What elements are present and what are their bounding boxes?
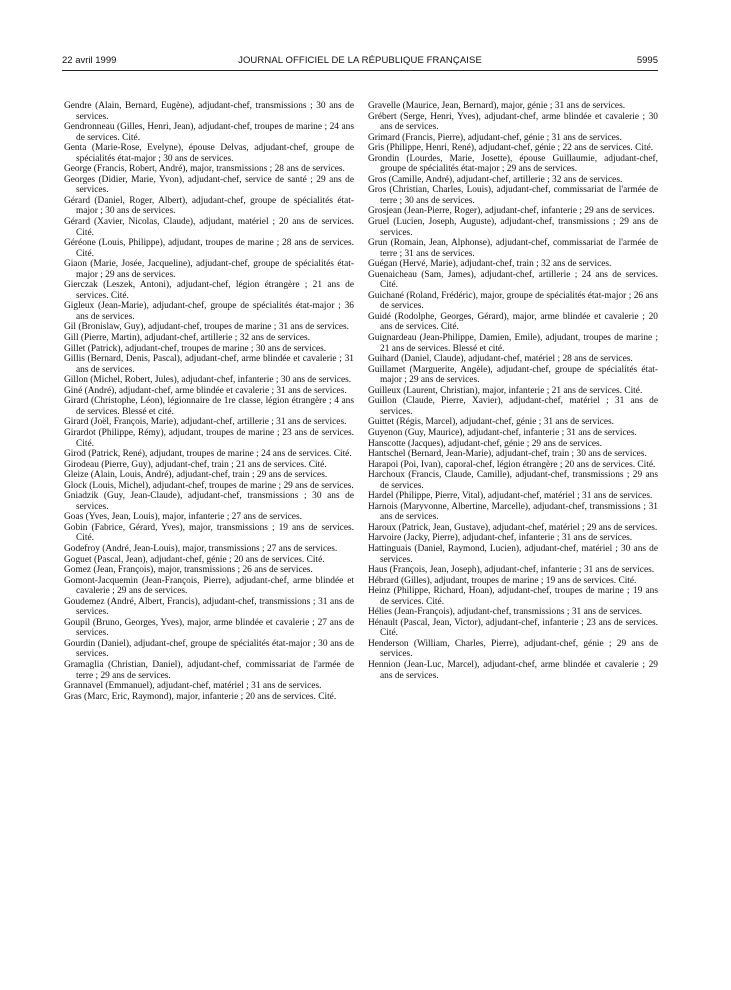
list-item: Guyenon (Guy, Maurice), adjudant-chef, infanterie ; 31 ans de services. <box>368 427 637 438</box>
list-item: Harapoi (Poi, Ivan), caporal-chef, légion étrangère ; 20 ans de services. Cité. <box>368 459 656 470</box>
left-column <box>64 101 354 966</box>
list-item: Gris (Philippe, Henri, René), adjudant-chef, génie ; 22 ans de services. Cité. <box>368 143 654 154</box>
list-item: Guilleux (Laurent, Christian), major, infanterie ; 21 ans de services. Cité. <box>368 385 643 396</box>
list-item: Géréone (Louis, Philippe), adjudant, troupes de marine ; 28 ans de services. Cité. <box>64 238 354 259</box>
list-item: Harnois (Maryvonne, Albertine, Marcelle), adjudant-chef, transmissions ; 31 ans de services. <box>368 501 658 523</box>
list-item: Haus (François, Jean, Joseph), adjudant-chef, infanterie ; 31 ans de services. <box>368 565 655 576</box>
list-item: Guégan (Hervé, Marie), adjudant-chef, train ; 32 ans de services. <box>368 259 612 270</box>
list-item: Gomont-Jacquemin (Jean-François, Pierre), adjudant-chef, arme blindée et cavalerie ; 29 ans de services. <box>64 575 354 597</box>
list-item: Grannavel (Emmanuel), adjudant-chef, matériel ; 31 ans de services. <box>64 681 322 692</box>
list-item: Godefroy (André, Jean-Louis), major, transmissions ; 27 ans de services. <box>64 543 338 554</box>
header-page-number: 5995 <box>636 55 658 66</box>
list-item: Gravelle (Maurice, Jean, Bernard), major, génie ; 31 ans de services. <box>368 101 626 111</box>
list-item: Gourdin (Daniel), adjudant-chef, groupe de spécialités état-major ; 30 ans de services. <box>64 638 354 660</box>
list-item: Goupil (Bruno, Georges, Yves), major, arme blindée et cavalerie ; 27 ans de services. <box>64 617 354 639</box>
list-item: Girard (Joël, François, Marie), adjudant-chef, artillerie ; 31 ans de services. <box>64 417 347 428</box>
list-item: Gérard (Daniel, Roger, Albert), adjudant-chef, groupe de spécialités état-major ; 30 ans de services. <box>64 195 354 217</box>
list-item: Gobin (Fabrice, Gérard, Yves), major, transmissions ; 19 ans de services. Cité. <box>64 522 354 544</box>
list-item: Glock (Louis, Michel), adjudant-chef, troupes de marine ; 29 ans de services. <box>64 480 354 491</box>
list-item: Hébrard (Gilles), adjudant, troupes de marine ; 19 ans de services. Cité. <box>368 575 637 586</box>
list-item: Girardot (Philippe, Rémy), adjudant, troupes de marine ; 23 ans de services. Cité. <box>64 427 354 449</box>
list-item: Harvoire (Jacky, Pierre), adjudant-chef, infanterie ; 31 ans de services. <box>368 533 633 544</box>
list-item: Gillet (Patrick), adjudant-chef, troupes de marine ; 30 ans de services. <box>64 343 327 354</box>
list-item: Girodeau (Pierre, Guy), adjudant-chef, train ; 21 ans de services. Cité. <box>64 459 327 470</box>
list-item: Guignardeau (Jean-Philippe, Damien, Emile), adjudant, troupes de marine ; 21 ans de services. Blessé et cité. <box>368 333 658 354</box>
list-item: Harchoux (Francis, Claude, Camille), adjudant-chef, transmissions ; 29 ans de services. <box>368 470 658 491</box>
list-item: Giaon (Marie, Josée, Jacqueline), adjudant-chef, groupe de spécialités état-major ; 29 ans de services. <box>64 259 354 280</box>
list-item: Gras (Marc, Eric, Raymond), major, infanterie ; 20 ans de services. Cité. <box>64 691 337 702</box>
list-item: Guidé (Rodolphe, Georges, Gérard), major, arme blindée et cavalerie ; 20 ans de services. Cité. <box>368 311 658 333</box>
header-date: 22 avril 1999 <box>62 55 117 66</box>
list-item: Gigleux (Jean-Marie), adjudant-chef, groupe de spécialités état-major ; 36 ans de services. <box>64 301 354 322</box>
list-item: Genta (Marie-Rose, Evelyne), épouse Delvas, adjudant-chef, groupe de spécialités état-major ; 30 ans de services. <box>64 143 354 164</box>
list-item: Gill (Pierre, Martin), adjudant-chef, artillerie ; 32 ans de services. <box>64 333 311 344</box>
list-item: Gillis (Bernard, Denis, Pascal), adjudant-chef, arme blindée et cavalerie ; 31 ans de services. <box>64 354 354 375</box>
list-item: Grondin (Lourdes, Marie, Josette), épouse Guillaumie, adjudant-chef, groupe de spécialités état-major ; 29 ans de services. <box>368 153 658 175</box>
list-item: Hattinguais (Daniel, Raymond, Lucien), adjudant-chef, matériel ; 30 ans de services. <box>368 543 658 565</box>
list-item: Hennion (Jean-Luc, Marcel), adjudant-chef, arme blindée et cavalerie ; 29 ans de services. <box>368 659 658 681</box>
list-item: Hanscotte (Jacques), adjudant-chef, génie ; 29 ans de services. <box>368 438 603 449</box>
list-item: Guihard (Daniel, Claude), adjudant-chef, matériel ; 28 ans de services. <box>368 354 633 365</box>
list-item: Hénault (Pascal, Jean, Victor), adjudant-chef, infanterie ; 23 ans de services. Cité. <box>368 617 658 639</box>
list-item: Goguet (Pascal, Jean), adjudant-chef, génie ; 20 ans de services. Cité. <box>64 554 325 565</box>
list-item: Grosjean (Jean-Pierre, Roger), adjudant-chef, infanterie ; 29 ans de services. <box>368 206 655 217</box>
list-item: Grun (Romain, Jean, Alphonse), adjudant-chef, commissariat de l'armée de terre ; 31 ans de services. <box>368 238 658 259</box>
list-item: Hantschel (Bernard, Jean-Marie), adjudant-chef, train ; 30 ans de services. <box>368 449 647 460</box>
list-item: Gendre (Alain, Bernard, Eugène), adjudant-chef, transmissions ; 30 ans de services. <box>64 101 354 122</box>
list-item: Gierczak (Leszek, Antoni), adjudant-chef, légion étrangère ; 21 ans de services. Cité. <box>64 280 354 301</box>
list-item: Girod (Patrick, René), adjudant, troupes de marine ; 24 ans de services. Cité. <box>64 449 352 460</box>
header-rule <box>62 70 658 71</box>
list-item: Gillon (Michel, Robert, Jules), adjudant-chef, infanterie ; 30 ans de services. <box>64 375 352 386</box>
list-item: Gramaglia (Christian, Daniel), adjudant-chef, commissariat de l'armée de terre ; 29 ans de services. <box>64 659 354 681</box>
list-item: Giné (André), adjudant-chef, arme blindée et cavalerie ; 31 ans de services. <box>64 385 347 396</box>
list-item: Gruel (Lucien, Joseph, Auguste), adjudant-chef, transmissions ; 29 ans de services. <box>368 217 658 238</box>
list-item: Georges (Didier, Marie, Yvon), adjudant-chef, service de santé ; 29 ans de services. <box>64 174 354 196</box>
list-item: Henderson (William, Charles, Pierre), adjudant-chef, génie ; 29 ans de services. <box>368 638 658 660</box>
list-item: Guillamet (Marguerite, Angèle), adjudant-chef, groupe de spécialités état-major ; 29 ans de services. <box>368 364 658 386</box>
list-item: Haroux (Patrick, Jean, Gustave), adjudant-chef, matériel ; 29 ans de services. <box>368 522 658 533</box>
list-item: Girard (Christophe, Léon), légionnaire de 1re classe, légion étrangère ; 4 ans de services. Blessé et cité. <box>64 396 354 417</box>
right-column <box>368 101 658 966</box>
list-item: Goudemez (André, Albert, Francis), adjudant-chef, transmissions ; 31 ans de services. <box>64 596 354 618</box>
list-item: Grimard (Francis, Pierre), adjudant-chef, génie ; 31 ans de services. <box>368 132 622 143</box>
list-item: George (Francis, Robert, André), major, transmissions ; 28 ans de services. <box>64 164 345 175</box>
list-item: Gil (Bronislaw, Guy), adjudant-chef, troupes de marine ; 31 ans de services. <box>64 322 349 333</box>
list-item: Guichané (Roland, Frédéric), major, groupe de spécialités état-major ; 26 ans de services. <box>368 290 658 312</box>
list-item: Gros (Camille, André), adjudant-chef, artillerie ; 32 ans de services. <box>368 174 623 185</box>
list-item: Gros (Christian, Charles, Louis), adjudant-chef, commissariat de l'armée de terre ; 30 ans de services. <box>368 185 658 206</box>
list-item: Hardel (Philippe, Pierre, Vital), adjudant-chef, matériel ; 31 ans de services. <box>368 491 653 502</box>
list-item: Grébert (Serge, Henri, Yves), adjudant-chef, arme blindée et cavalerie ; 30 ans de services. <box>368 111 658 133</box>
list-item: Gleize (Alain, Louis, André), adjudant-chef, train ; 29 ans de services. <box>64 470 328 481</box>
list-item: Guenaicheau (Sam, James), adjudant-chef, artillerie ; 24 ans de services. Cité. <box>368 269 658 291</box>
list-item: Gendronneau (Gilles, Henri, Jean), adjudant-chef, troupes de marine ; 24 ans de services. Cité. <box>64 122 354 143</box>
list-item: Hélies (Jean-François), adjudant-chef, transmissions ; 31 ans de services. <box>368 607 643 618</box>
header-title: JOURNAL OFFICIEL DE LA RÉPUBLIQUE FRANÇAISE <box>238 55 482 66</box>
page-header <box>62 55 658 69</box>
list-item: Guittet (Régis, Marcel), adjudant-chef, génie ; 31 ans de services. <box>368 417 615 428</box>
list-item: Gniadzik (Guy, Jean-Claude), adjudant-chef, transmissions ; 30 ans de services. <box>64 491 354 512</box>
list-item: Gomez (Jean, François), major, transmissions ; 26 ans de services. <box>64 565 313 576</box>
list-item: Gérard (Xavier, Nicolas, Claude), adjudant, matériel ; 20 ans de services. Cité. <box>64 217 354 238</box>
list-item: Guillon (Claude, Pierre, Xavier), adjudant-chef, matériel ; 31 ans de services. <box>368 396 658 417</box>
list-item: Heinz (Philippe, Richard, Hoan), adjudant-chef, troupes de marine ; 19 ans de services. Cité. <box>368 586 658 607</box>
list-item: Goas (Yves, Jean, Louis), major, infanterie ; 27 ans de services. <box>64 512 302 523</box>
